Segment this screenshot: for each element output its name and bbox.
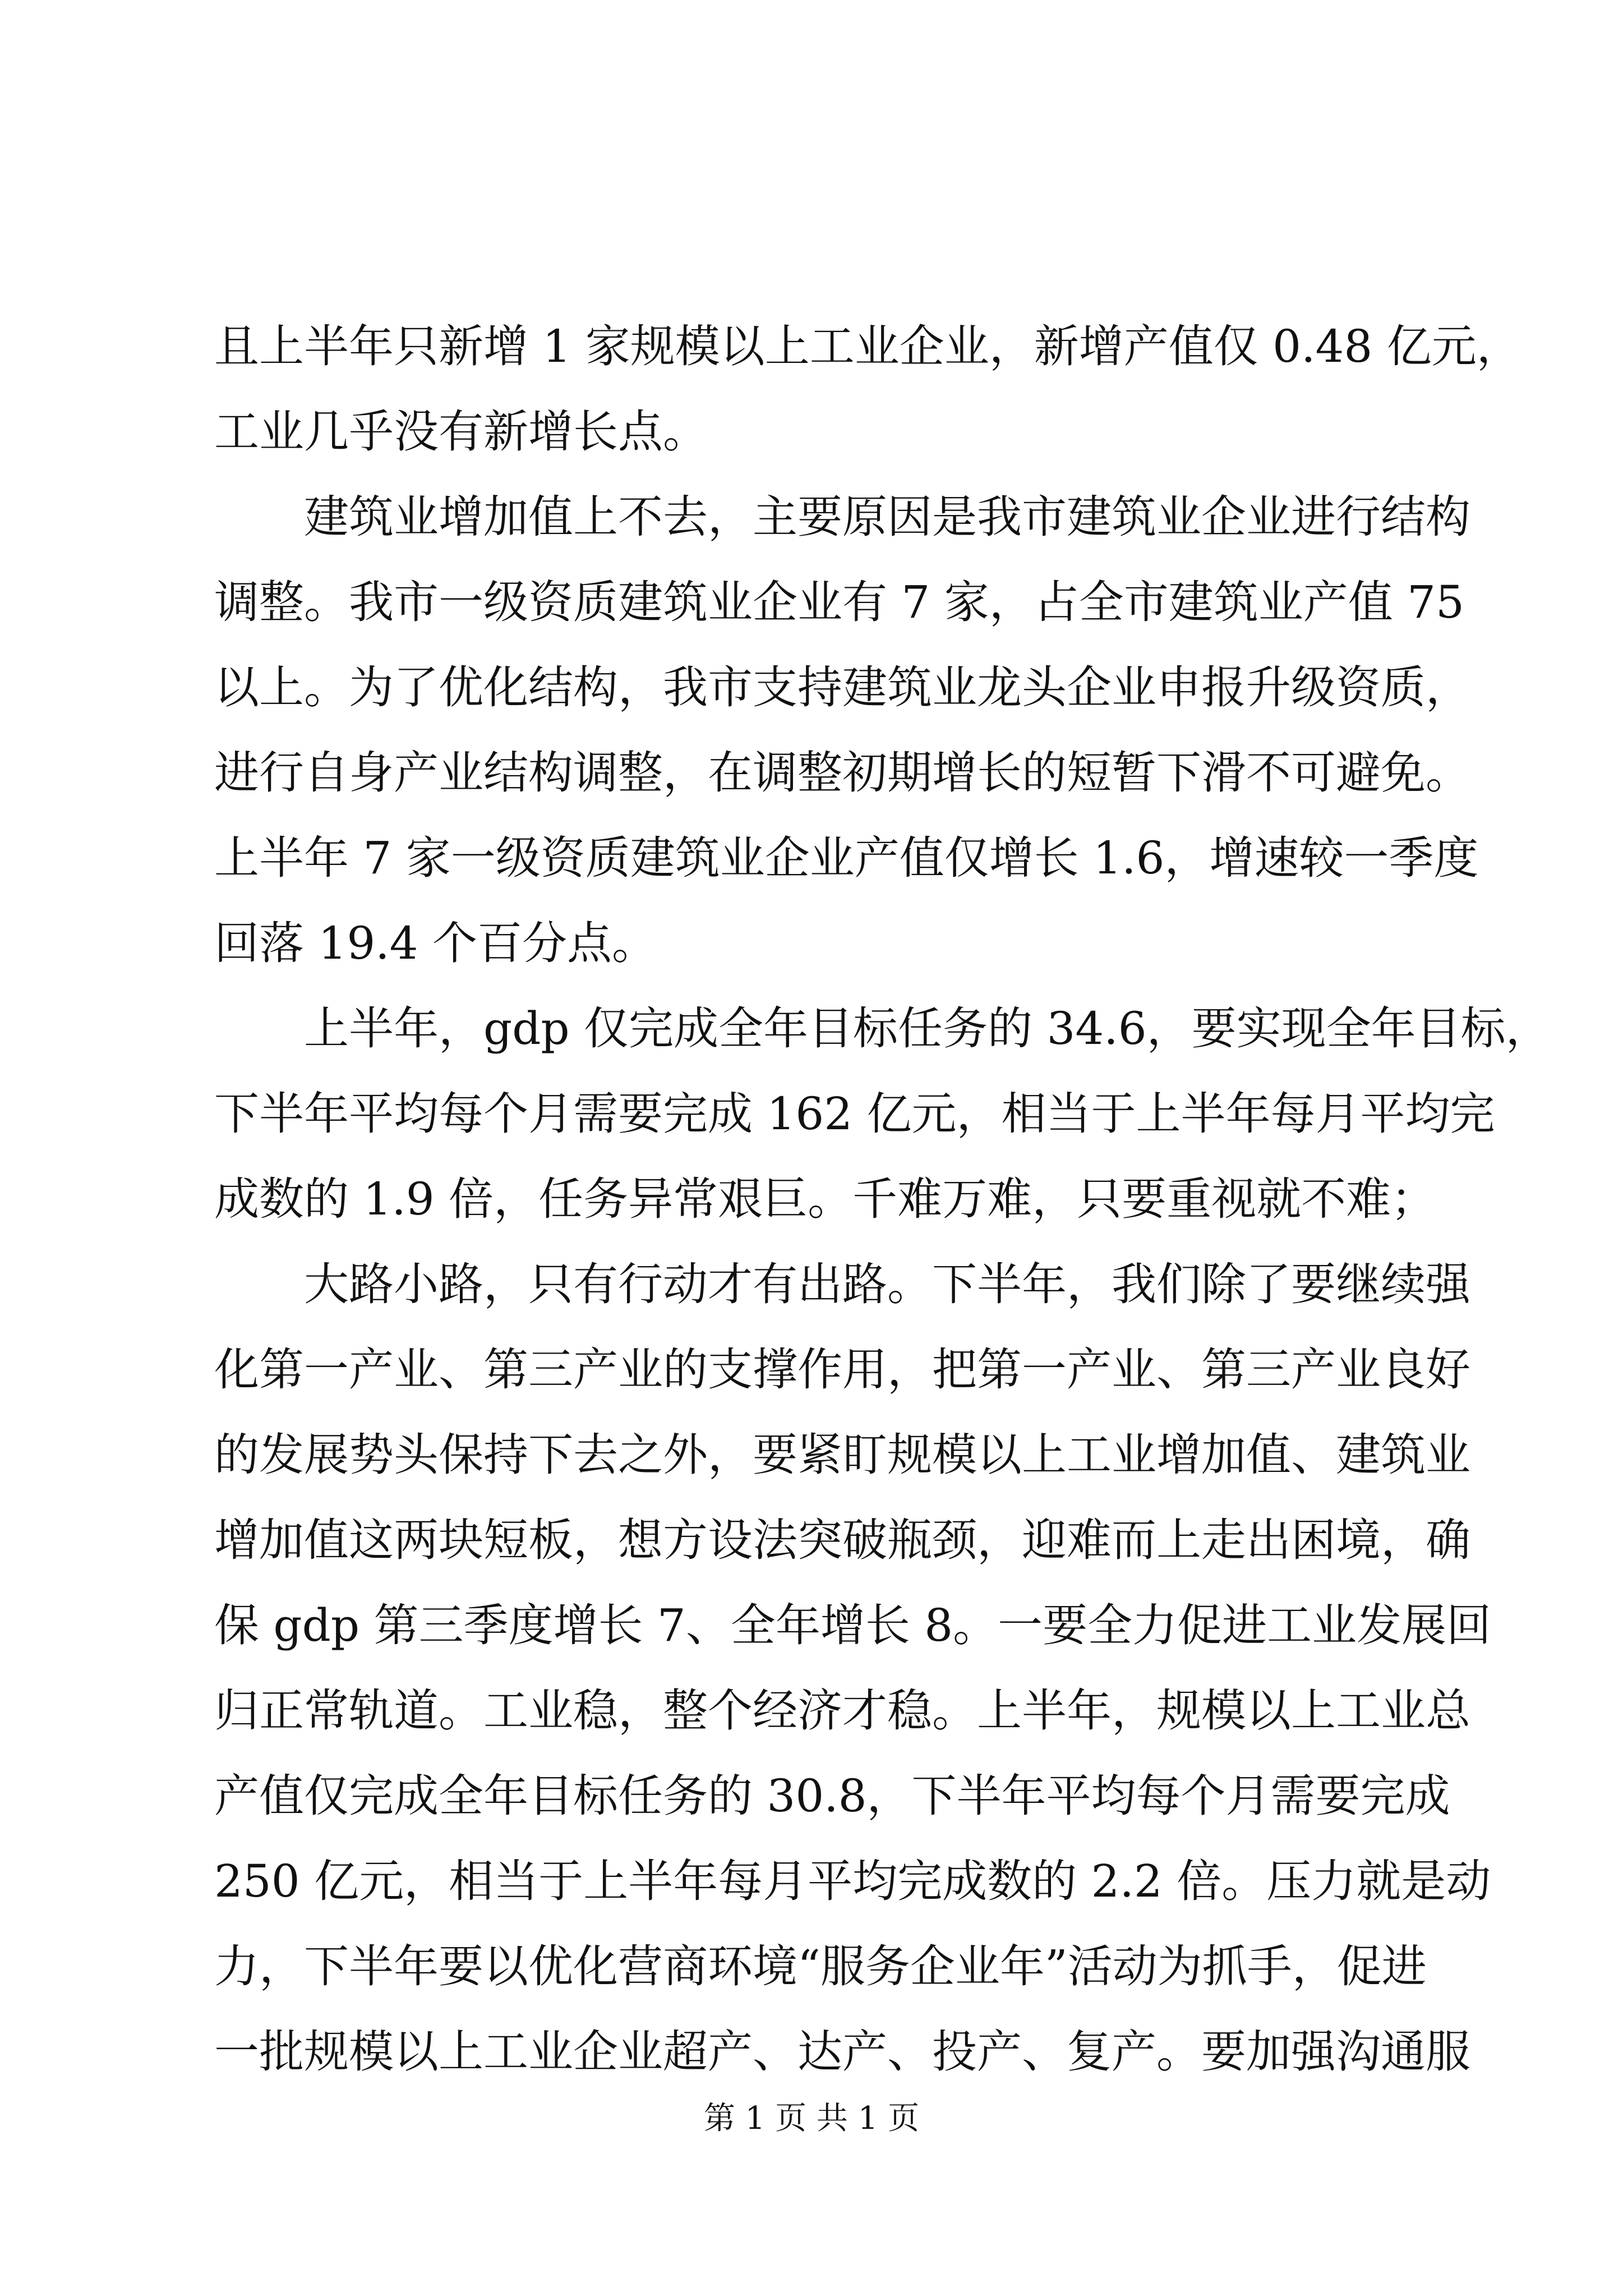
text-line: 以上。为了优化结构，我市支持建筑业龙头企业申报升级资质， — [214, 661, 1470, 714]
text-line: 增加值这两块短板，想方设法突破瓶颈，迎难而上走出困境，确 — [214, 1514, 1470, 1566]
paragraph-start-line: 建筑业增加值上不去，主要原因是我市建筑业企业进行结构 — [304, 491, 1470, 543]
text-line: 一批规模以上工业企业超产、达产、投产、复产。要加强沟通服 — [214, 2026, 1470, 2078]
text-line: 回落 19.4 个百分点。 — [214, 917, 657, 969]
text-line: 力，下半年要以优化营商环境“服务企业年”活动为抓手，促进 — [214, 1940, 1427, 1993]
text-line: 调整。我市一级资质建筑业企业有 7 家，占全市建筑业产值 75 — [214, 576, 1464, 628]
text-line: 250 亿元，相当于上半年每月平均完成数的 2.2 倍。压力就是动 — [214, 1855, 1491, 1907]
page-number-footer: 第 1 页 共 1 页 — [703, 2100, 920, 2137]
text-line: 下半年平均每个月需要完成 162 亿元，相当于上半年每月平均完 — [214, 1088, 1495, 1140]
text-line: 进行自身产业结构调整，在调整初期增长的短暂下滑不可避免。 — [214, 747, 1470, 799]
paragraph-start-line: 大路小路，只有行动才有出路。下半年，我们除了要继续强 — [304, 1258, 1470, 1310]
text-line: 工业几乎没有新增长点。 — [214, 406, 708, 458]
text-line: 上半年 7 家一级资质建筑业企业产值仅增长 1.6，增速较一季度 — [214, 832, 1479, 884]
text-line: 成数的 1.9 倍，任务异常艰巨。千难万难，只要重视就不难； — [214, 1173, 1436, 1225]
text-line: 归正常轨道。工业稳，整个经济才稳。上半年，规模以上工业总 — [214, 1685, 1470, 1737]
text-line: 的发展势头保持下去之外，要紧盯规模以上工业增加值、建筑业 — [214, 1429, 1470, 1481]
text-line: 化第一产业、第三产业的支撑作用，把第一产业、第三产业良好 — [214, 1343, 1470, 1396]
text-line: 产值仅完成全年目标任务的 30.8，下半年平均每个月需要完成 — [214, 1770, 1450, 1822]
text-line: 且上半年只新增 1 家规模以上工业企业，新增产值仅 0.48 亿元， — [214, 320, 1521, 372]
paragraph-start-line: 上半年，gdp 仅完成全年目标任务的 34.6，要实现全年目标， — [304, 1002, 1551, 1055]
text-line: 保 gdp 第三季度增长 7、全年增长 8。一要全力促进工业发展回 — [214, 1599, 1492, 1651]
